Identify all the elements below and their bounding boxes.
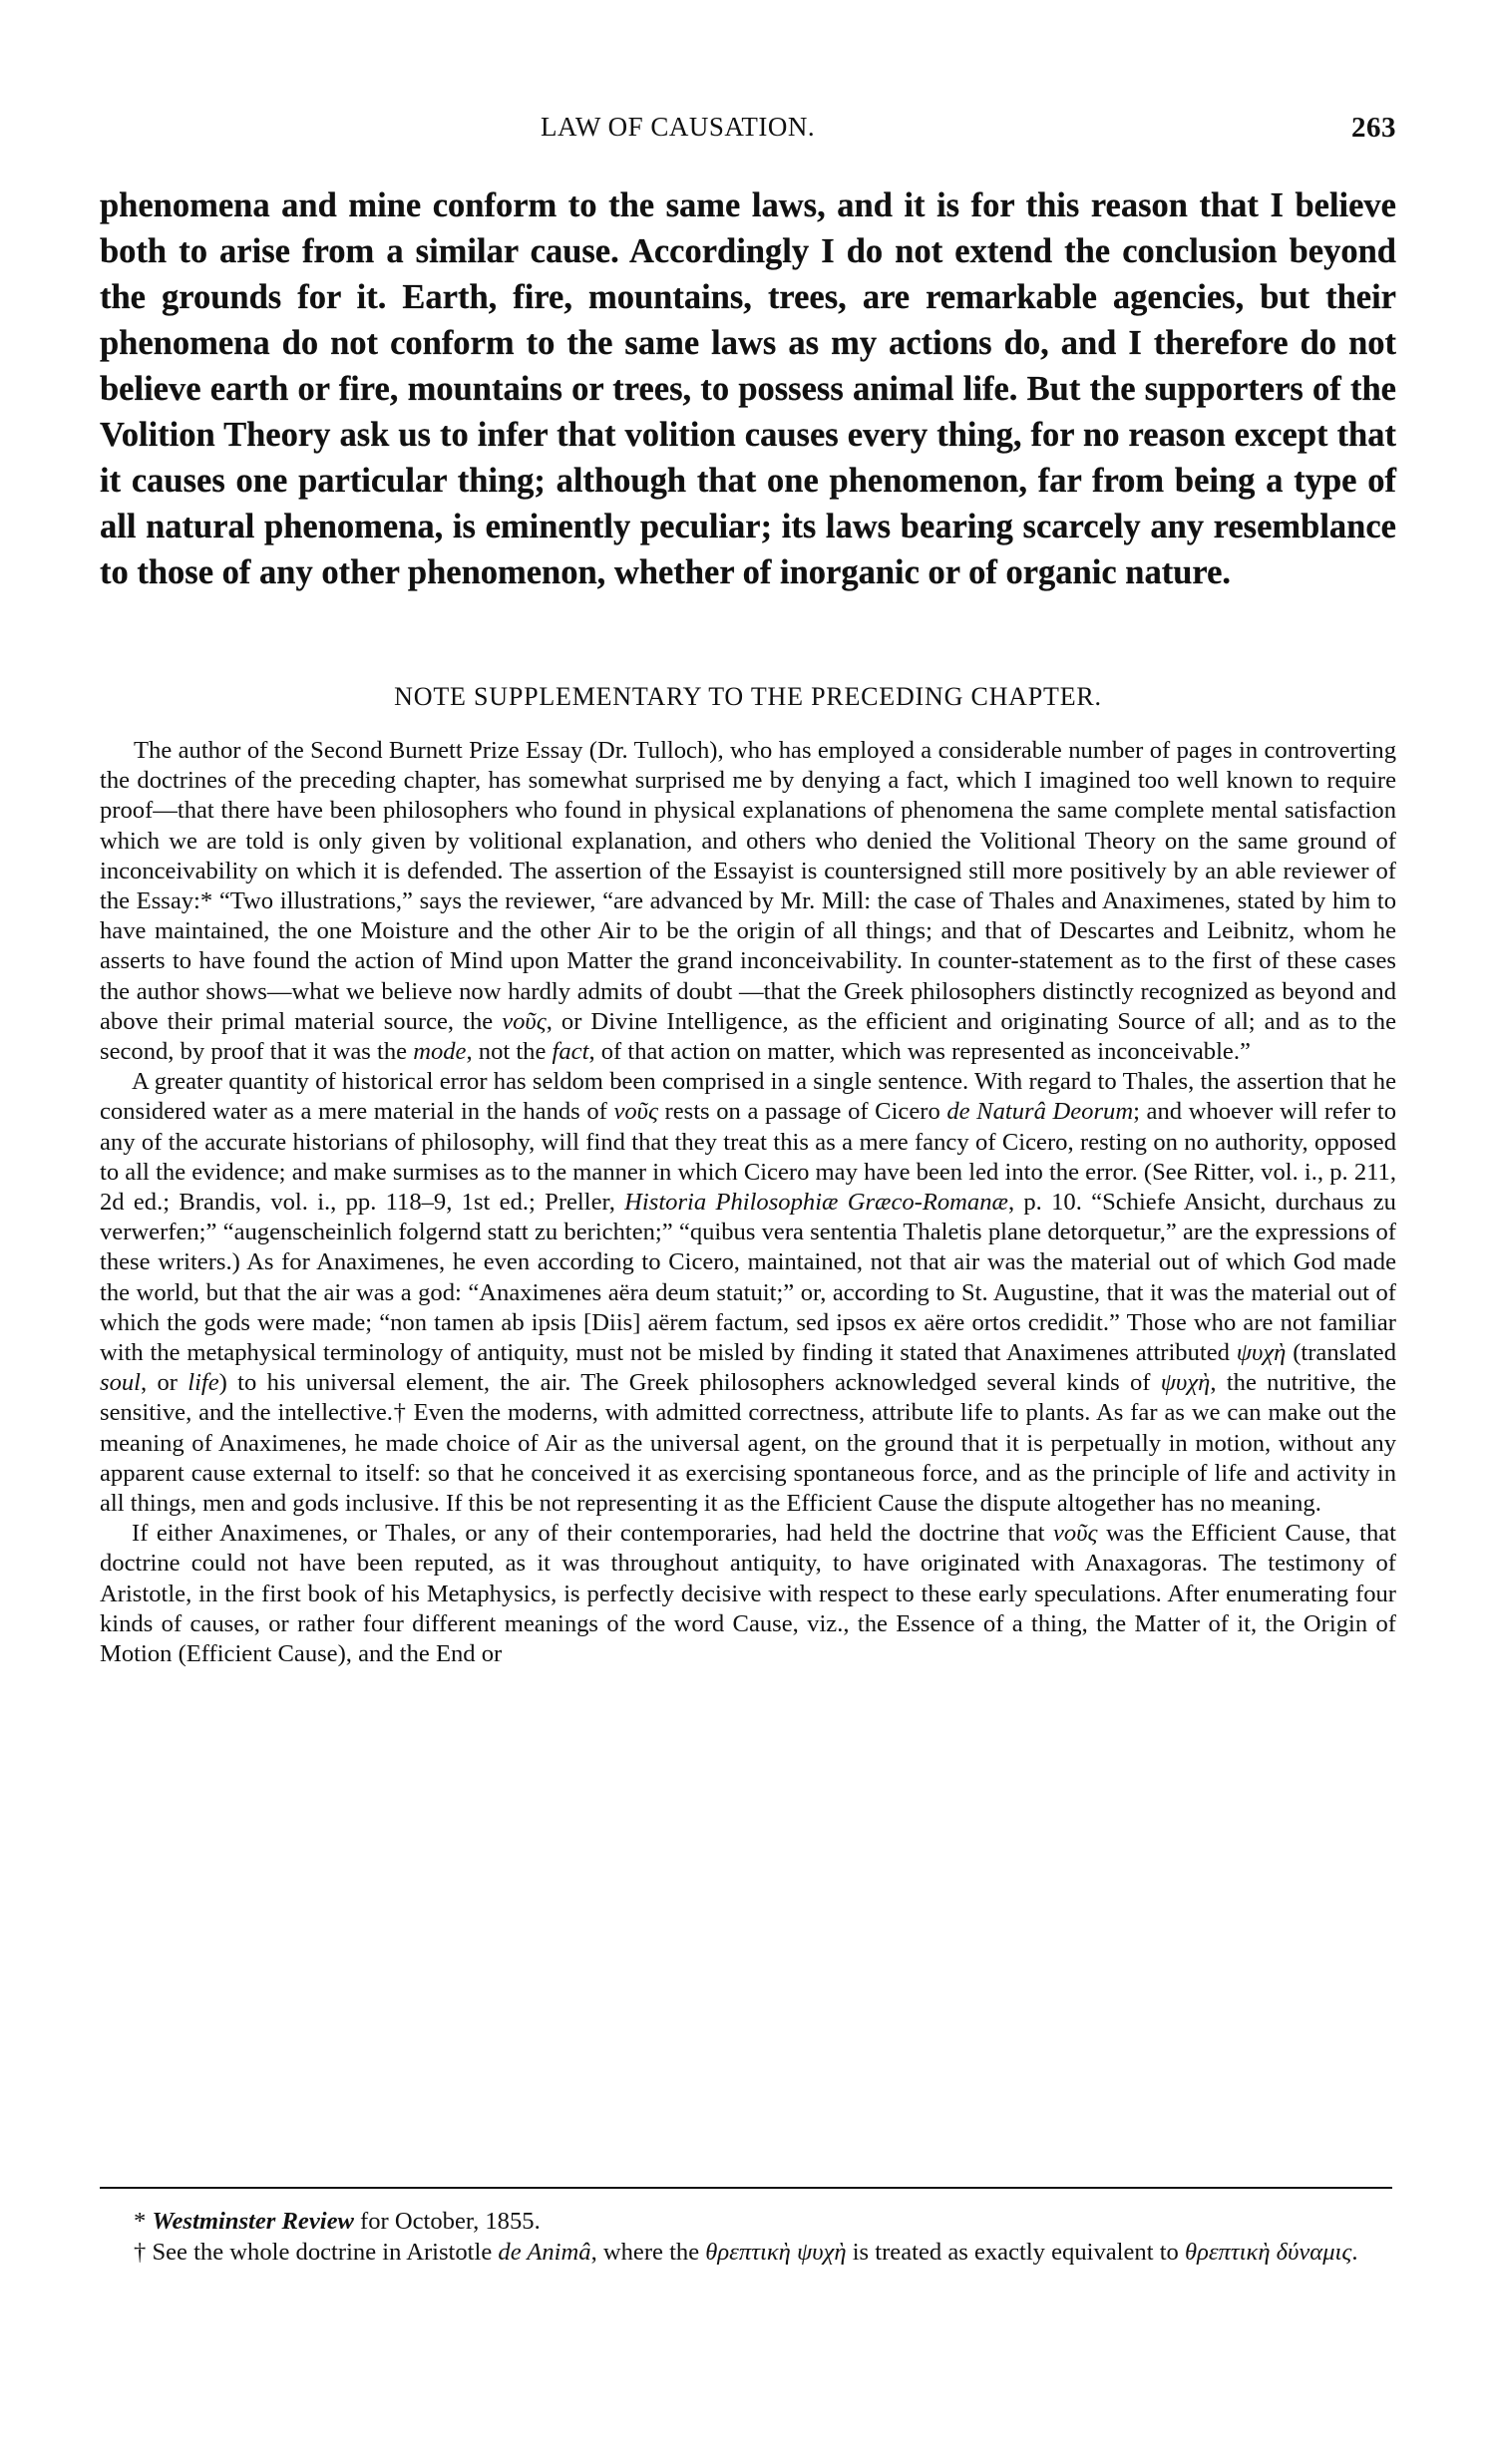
text-run: , p. 10. “Schiefe Ansicht, durchaus zu verwerfen;” “augenscheinlich folgernd statt zu berichten;” “quibus vera sententia Thaletis plane detorquetur,” are the expressions of these writers.) As for Anaximenes, he even according to Cicero, maintained, not that air was the material out of which God made the world, but that the air was a god: “Anaximenes aëra deum statuit;” or, according to St. Augustine, that it was the material out of which the gods were made; “non tamen ab ipsis [Diis] aërem factum, sed ipsos ex aëre ortos credidit.” Those who are not familiar with the metaphysical terminology of antiquity, must not be misled by finding it stated that Anaximenes attributed <box>100 1189 1396 1367</box>
emphasis: life <box>187 1369 219 1397</box>
text-run: rests on a passage of Cicero <box>657 1098 947 1126</box>
note-paragraph-1 <box>100 736 1396 1067</box>
text-run: A greater quantity of historical error has seldom been comprised in a single sentence. With regard to Thales, the assertion that he considered water as a mere material in the hands of <box>100 1068 1396 1126</box>
greek-term: θρεπτικὴ δύναμις <box>1184 2239 1352 2266</box>
text-run: See the whole doctrine in Aristotle <box>146 2239 499 2266</box>
emphasis: mode <box>413 1038 467 1066</box>
footnote-marker: † <box>134 2239 147 2266</box>
text-run: is treated as exactly equivalent to <box>846 2239 1185 2266</box>
journal-title: Westminster Review <box>152 2208 354 2235</box>
note-body <box>100 736 1396 1669</box>
section-heading: NOTE SUPPLEMENTARY TO THE PRECEDING CHAPTER. <box>394 682 1102 711</box>
text-run: . <box>1351 2239 1358 2266</box>
note-paragraph-3 <box>100 1519 1396 1669</box>
page-number: 263 <box>1351 112 1396 144</box>
greek-term: ψυχὴ <box>1160 1369 1211 1397</box>
text-run: , not the <box>466 1038 553 1066</box>
main-text <box>100 182 1396 595</box>
text-run: If either Anaximenes, or Thales, or any of their contemporaries, had held the doctrine that <box>132 1520 1053 1548</box>
greek-term: νοῦς <box>1053 1520 1098 1548</box>
footnote-1 <box>100 2206 1396 2237</box>
text-run: The author of the Second Burnett Prize Essay (Dr. Tulloch), who has employed a considerable number of pages in controverting the doctrines of the preceding chapter, has somewhat surprised me by denying a fact, which I imagined too well known to require proof—that there have been philosophers who found in physical explanations of phenomena the same complete mental satisfaction which we are told is only given by volitional explanation, and others who denied the Volitional Theory on the same ground of inconceivability on which it is defended. The assertion of the Essayist is countersigned still more positively by an able reviewer of the Essay:* “Two illustrations,” says the reviewer, “are advanced by Mr. Mill: the case of Thales and Anaximenes, stated by him to have maintained, the one Moisture and the other Air to be the origin of all things; and that of Descartes and Leibnitz, whom he asserts to have found the action of Mind upon Matter the grand inconceivability. In counter-statement as to the first of these cases the author shows—what we believe now hardly admits of doubt —that the Greek philosophers distinctly recognized as beyond and above their primal material source, the <box>100 737 1396 1035</box>
text-run: ; and whoever will refer to any of the accurate historians of philosophy, will find that they treat this as a mere fancy of Cicero, resting on no authority, opposed to all the evidence; and make surmises as to the manner in which Cicero may have been led into the error. (See Ritter, vol. i., p. 211, 2d ed.; Brandis, vol. i., pp. 118–9, 1st ed.; Preller, <box>100 1098 1396 1217</box>
running-title: LAW OF CAUSATION. <box>541 112 816 142</box>
note-paragraph-2 <box>100 1067 1396 1519</box>
text-run: , the nutritive, the sensitive, and the intellective.† Even the moderns, with admitted correctness, attribute life to plants. As far as we can make out the meaning of Anaximenes, he made choice of Air as the universal agent, on the ground that it is perpetually in motion, without any apparent cause external to itself: so that he conceived it as exercising spontaneous force, and as the principle of life and activity in all things, men and gods inclusive. If this be not representing it as the Efficient Cause the dispute altogether has no meaning. <box>100 1369 1396 1518</box>
text-run: (translated <box>1286 1339 1396 1367</box>
text-run: , or Divine Intelligence, as the efficient and originating Source of all; and as to the second, by proof that it was the <box>100 1007 1396 1066</box>
greek-term: νοῦς <box>613 1098 658 1126</box>
text-run: ) to his universal element, the air. The Greek philosophers acknowledged several kinds of <box>218 1369 1161 1397</box>
running-head <box>100 112 1396 152</box>
greek-term: θρεπτικὴ ψυχὴ <box>705 2239 847 2266</box>
text-run: , or <box>141 1369 188 1397</box>
footnotes <box>100 2206 1396 2268</box>
footnote-2 <box>100 2237 1396 2268</box>
book-title: de Animâ <box>498 2239 591 2266</box>
emphasis: soul <box>100 1369 141 1397</box>
greek-term: νοῦς <box>502 1007 547 1035</box>
footnote-divider <box>100 2187 1392 2189</box>
text-run: for October, 1855. <box>353 2208 541 2235</box>
greek-term: ψυχὴ <box>1236 1339 1287 1367</box>
text-run: , where the <box>590 2239 706 2266</box>
text-run: , of that action on matter, which was represented as inconceivable.” <box>588 1038 1251 1066</box>
text-run: was the Efficient Cause, that doctrine could not have been reputed, as it was throughout antiquity, to have originated with Anaxagoras. The testimony of Aristotle, in the first book of his Metaphysics, is perfectly decisive with respect to these early speculations. After enumerating four kinds of causes, or rather four different meanings of the word Cause, viz., the Essence of a thing, the Matter of it, the Origin of Motion (Efficient Cause), and the End or <box>100 1520 1396 1668</box>
footnote-marker: * <box>134 2208 147 2235</box>
book-title: Historia Philosophiæ Græco-Romanæ <box>624 1189 1008 1217</box>
book-title: de Naturâ Deorum <box>946 1098 1134 1126</box>
emphasis: fact <box>552 1038 589 1066</box>
main-paragraph: phenomena and mine conform to the same laws, and it is for this reason that I believe both to arise from a similar cause. Accordingly I do not extend the conclusion beyond the grounds for it. Earth, fire, mountains, trees, are remarkable agencies, but their phenomena do not conform to the same laws as my actions do, and I therefore do not believe earth or fire, mountains or trees, to possess animal life. But the supporters of the Volition Theory ask us to infer that volition causes every thing, for no reason except that it causes one particular thing; although that one phenomenon, far from being a type of all natural phenomena, is eminently peculiar; its laws bearing scarcely any resemblance to those of any other phenomenon, whether of inorganic or of organic nature. <box>100 186 1396 591</box>
